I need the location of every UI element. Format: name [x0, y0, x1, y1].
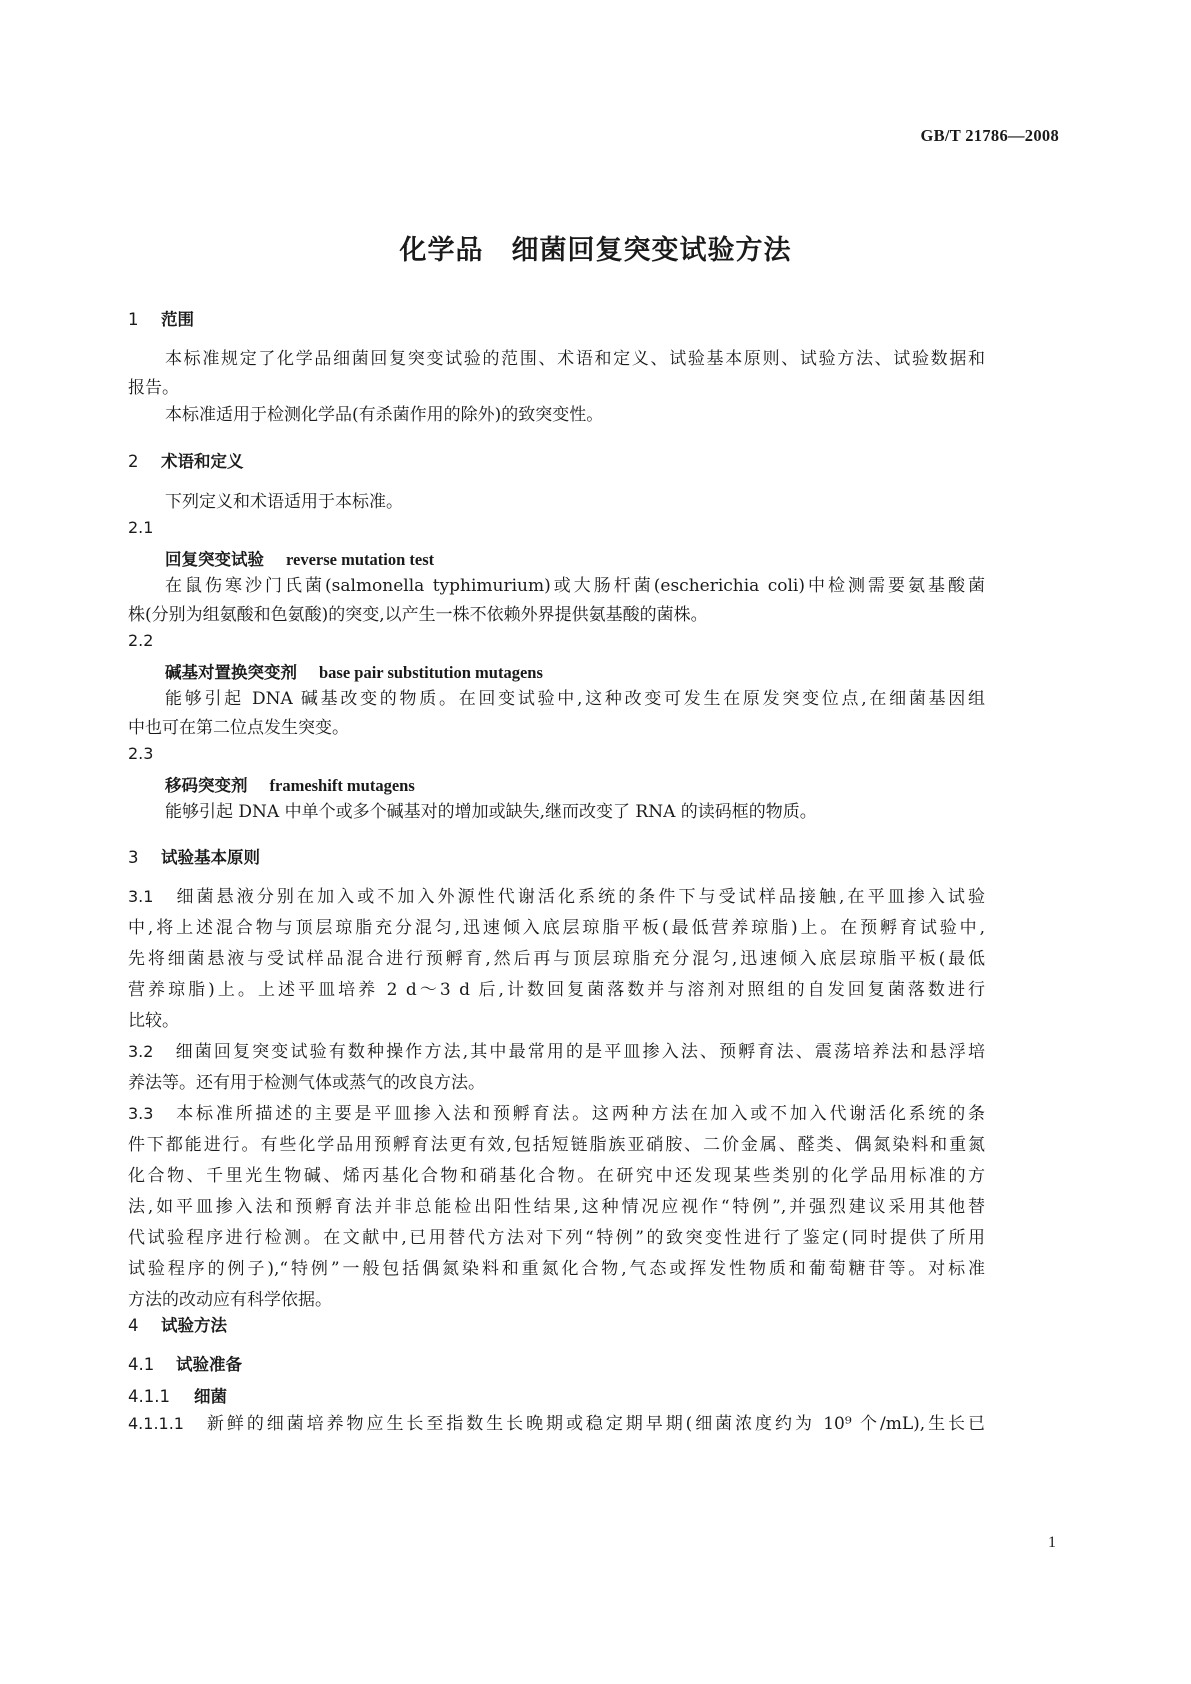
section-number: 4	[128, 1316, 139, 1335]
definition-line: 能够引起 DNA 中单个或多个碱基对的增加或缺失,继而改变了 RNA 的读码框的物质。	[165, 802, 817, 822]
subsection-4-1-1-heading	[128, 1383, 227, 1407]
clause-line: 养法等。还有用于检测气体或蒸气的改良方法。	[128, 1073, 485, 1093]
definition-line: 能够引起 DNA 碱基改变的物质。在回变试验中,这种改变可发生在原发突变位点,在细菌基因组	[165, 689, 985, 709]
document-code: GB/T 21786—2008	[920, 126, 1059, 145]
term-heading	[165, 659, 543, 683]
definition-line: 株(分别为组氨酸和色氨酸)的突变,以产生一株不依赖外界提供氨基酸的菌株。	[128, 605, 708, 625]
clause-number: 2.1	[128, 518, 154, 537]
clause-number: 3.2	[128, 1042, 154, 1061]
clause-3-2	[128, 1036, 985, 1099]
subsection-4-1-heading	[128, 1351, 242, 1375]
clause-line	[128, 1098, 985, 1130]
paragraph: 下列定义和术语适用于本标准。	[165, 492, 403, 512]
paragraph: 本标准适用于检测化学品(有杀菌作用的除外)的致突变性。	[165, 405, 604, 425]
clause-text: 本标准所描述的主要是平皿掺入法和预孵育法。这两种方法在加入或不加入代谢活化系统的条	[173, 1104, 985, 1124]
section-title: 术语和定义	[161, 452, 244, 471]
clause-line: 营养琼脂)上。上述平皿培养 2 d～3 d 后,计数回复菌落数并与溶剂对照组的自发回复菌落数进行	[128, 980, 985, 1000]
clause-line: 中,将上述混合物与顶层琼脂充分混匀,迅速倾入底层琼脂平板(最低营养琼脂)上。在预孵育试验中,	[128, 918, 985, 938]
paragraph-line: 报告。	[128, 378, 179, 398]
clause-line: 件下都能进行。有些化学品用预孵育法更有效,包括短链脂族亚硝胺、二价金属、醛类、偶氮染料和重氮	[128, 1135, 985, 1155]
term-cn: 回复突变试验	[165, 550, 264, 569]
paragraph-line: 本标准规定了化学品细菌回复突变试验的范围、术语和定义、试验基本原则、试验方法、试验数据和	[165, 349, 985, 369]
term-en: frameshift mutagens	[269, 776, 415, 795]
clause-number: 3.1	[128, 887, 154, 906]
term-en: reverse mutation test	[286, 550, 435, 569]
section-title: 范围	[161, 310, 194, 329]
clause-line: 法,如平皿掺入法和预孵育法并非总能检出阳性结果,这种情况应视作“特例”,并强烈建议采用其他替	[128, 1197, 985, 1217]
section-number: 4.1.1	[128, 1387, 170, 1406]
clause-line	[128, 881, 985, 913]
section-4-heading	[128, 1312, 227, 1336]
clause-3-3	[128, 1098, 985, 1316]
page-number: 1	[1048, 1534, 1056, 1551]
term-en: base pair substitution mutagens	[319, 663, 543, 682]
clause-number: 2.2	[128, 631, 154, 650]
clause-3-1	[128, 881, 985, 1037]
clause-number: 4.1.1.1	[128, 1414, 184, 1433]
section-title: 试验准备	[176, 1355, 242, 1374]
section-title: 试验方法	[161, 1316, 227, 1335]
term-cn: 碱基对置换突变剂	[165, 663, 297, 682]
section-title: 试验基本原则	[161, 848, 260, 867]
clause-number: 2.3	[128, 744, 154, 763]
section-number: 4.1	[128, 1355, 155, 1374]
clause-text: 新鲜的细菌培养物应生长至指数生长晚期或稳定期早期(细菌浓度约为 10⁹ 个/mL),生长已	[203, 1414, 985, 1434]
clause-line: 代试验程序进行检测。在文献中,已用替代方法对下列“特例”的致突变性进行了鉴定(同时提供了所用	[128, 1228, 985, 1248]
clause-line: 先将细菌悬液与受试样品混合进行预孵育,然后再与顶层琼脂充分混匀,迅速倾入底层琼脂平板(最低	[128, 949, 985, 969]
section-title: 细菌	[194, 1387, 227, 1406]
term-heading	[165, 546, 434, 570]
clause-line: 试验程序的例子),“特例”一般包括偶氮染料和重氮化合物,气态或挥发性物质和葡萄糖苷等。对标准	[128, 1259, 985, 1279]
clause-line: 化合物、千里光生物碱、烯丙基化合物和硝基化合物。在研究中还发现某些类别的化学品用标准的方	[128, 1166, 985, 1186]
section-number: 1	[128, 310, 139, 329]
page-title: 化学品 细菌回复突变试验方法	[399, 235, 792, 266]
term-cn: 移码突变剂	[165, 776, 248, 795]
definition-line: 中也可在第二位点发生突变。	[128, 718, 349, 738]
clause-line	[128, 1408, 985, 1440]
clause-line: 比较。	[128, 1011, 179, 1031]
section-2-heading	[128, 448, 244, 472]
section-number: 2	[128, 452, 139, 471]
clause-text: 细菌回复突变试验有数种操作方法,其中最常用的是平皿掺入法、预孵育法、震荡培养法和悬浮培	[173, 1042, 985, 1062]
clause-number: 3.3	[128, 1104, 154, 1123]
clause-line	[128, 1036, 985, 1068]
section-number: 3	[128, 848, 139, 867]
clause-text: 细菌悬液分别在加入或不加入外源性代谢活化系统的条件下与受试样品接触,在平皿掺入试验	[173, 887, 985, 907]
clause-line: 方法的改动应有科学依据。	[128, 1290, 332, 1310]
term-heading	[165, 772, 415, 796]
definition-line: 在鼠伤寒沙门氏菌(salmonella typhimurium)或大肠杆菌(escherichia coli)中检测需要氨基酸菌	[165, 576, 985, 596]
section-1-heading	[128, 306, 194, 330]
section-3-heading	[128, 844, 260, 868]
